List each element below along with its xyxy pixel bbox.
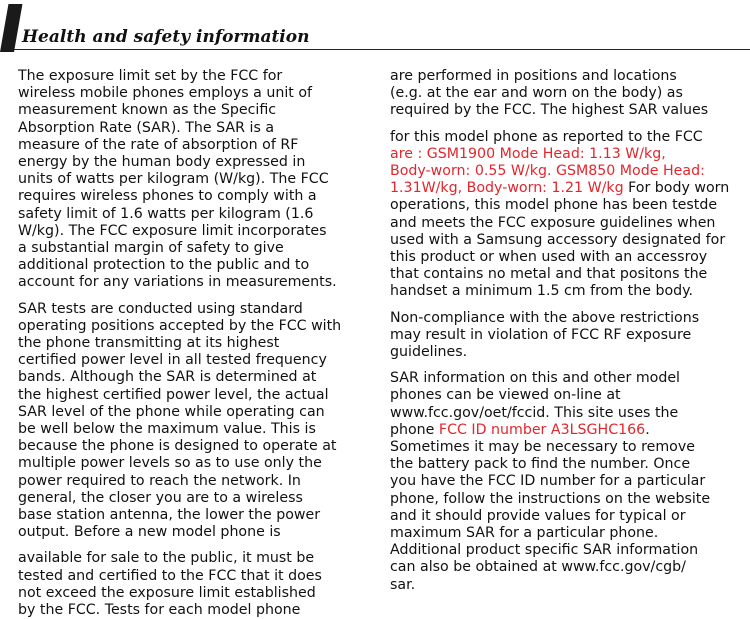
sar-values-body-worn: For body worn operations, this model phone has been testde and meets the FCC exposure guidelines when used with a Samsung accessory designated for this product or when used with an accessroy that contains no metal and that positons the handset a minimum 1.5 cm from the body. [390, 180, 730, 300]
paragraph-certification: available for sale to the public, it must be tested and certified to the FCC that it does not exceed the exposure limit established by the FCC. Tests for each model phone [18, 550, 322, 619]
header-divider [14, 49, 750, 50]
page-title: Health and safety information [22, 27, 310, 47]
paragraph-sar-information [390, 370, 750, 594]
fcc-id-number: FCC ID number A3LSGHC166 [438, 421, 646, 438]
sar-values-highlight: are : GSM1900 Mode Head: 1.13 W/kg, Body-worn: 0.55 W/kg. GSM850 Mode Head: 1.31W/kg, Body-worn: 1.21 W/kg [390, 145, 705, 197]
paragraph-positions: are performed in positions and locations (e.g. at the ear and worn on the body) as required by the FCC. The highest SAR values [390, 68, 709, 119]
sar-values-intro: for this model phone as reported to the FCC [390, 128, 703, 145]
page-header [0, 0, 750, 55]
paragraph-exposure-limit: The exposure limit set by the FCC for wireless mobile phones employs a unit of measurement known as the Specific Absorption Rate (SAR). The SAR is a measure of the rate of absorption of RF energy by the human body expressed in units of watts per kilogram (W/kg). The FCC requires wireless phones to comply with a safety limit of 1.6 watts per kilogram (1.6 W/kg). The FCC exposure limit incorporates a substantial margin of safety to give additional protection to the public and to account for any variations in measurements. [18, 68, 337, 291]
right-column [390, 68, 750, 594]
paragraph-sar-tests: SAR tests are conducted using standard operating positions accepted by the FCC with the phone transmitting at its highest certified power level in all tested frequency bands. Although the SAR is determined at the highest certified power level, the actual SAR level of the phone while operating can be well below the maximum value. This is because the phone is designed to operate at multiple power levels so as to use only the power required to reach the network. In general, the closer you are to a wireless base station antenna, the lower the power output. Before a new model phone is [18, 300, 342, 541]
sar-info-instructions: . Sometimes it may be necessary to remove the battery pack to find the number. Once you have the FCC ID number for a particular phone, follow the instructions on the website and it should provide values for typical or maximum SAR for a particular phone. Additional product specific SAR information can also be obtained at www.fcc.gov/cgb/ sar. [390, 421, 711, 593]
sar-info-intro: SAR information on this and other model phones can be viewed on-line at www.fcc.gov/oet/fccid. This site uses the phone [390, 370, 680, 438]
header-accent-bar [0, 4, 22, 52]
paragraph-non-compliance: Non-compliance with the above restrictions may result in violation of FCC RF exposure guidelines. [390, 309, 700, 361]
paragraph-sar-values [390, 129, 750, 301]
left-column [18, 68, 358, 619]
